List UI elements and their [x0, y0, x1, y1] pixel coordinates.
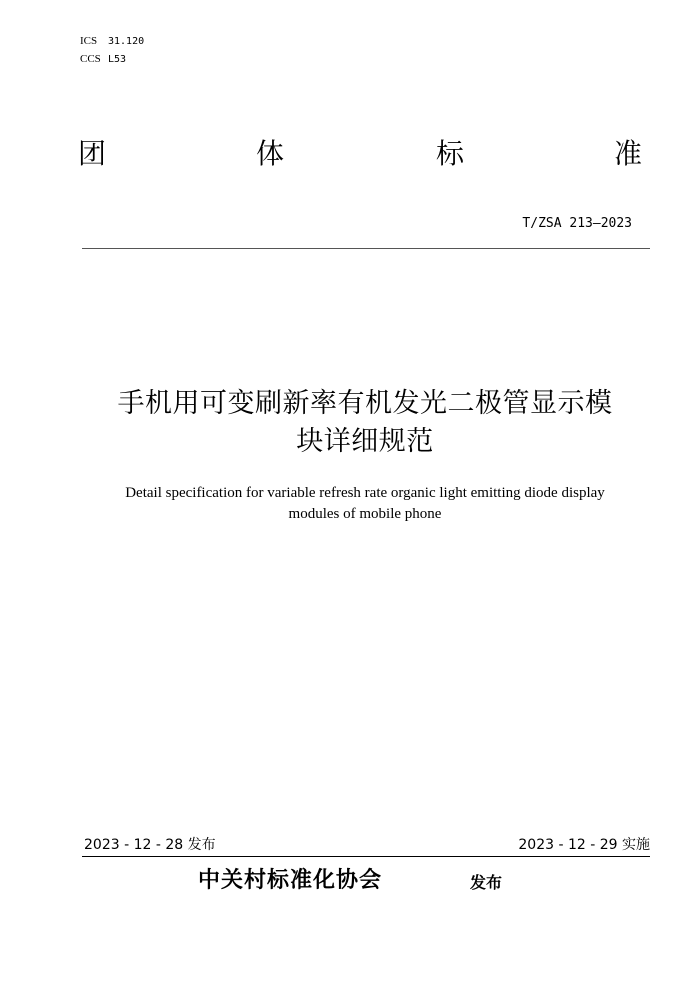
ics-value: 31.120 — [108, 36, 145, 47]
publish-label: 发布 — [470, 873, 503, 892]
publisher-name: 中关村标准化协会 — [198, 868, 383, 893]
issue-date: 2023 - 12 - 28 发布 — [84, 837, 216, 853]
standard-number: T/ZSA 213—2023 — [522, 216, 632, 231]
title-en-line-2: modules of mobile phone — [288, 506, 442, 522]
ccs-code — [80, 52, 126, 67]
standard-type-char-2: 体 — [256, 137, 285, 170]
standard-type-char-1: 团 — [78, 137, 107, 170]
ics-label: ICS — [80, 35, 98, 47]
title-zh-line-1: 手机用可变刷新率有机发光二极管显示模 — [117, 388, 613, 419]
ics-code — [80, 34, 144, 49]
standard-type-char-3: 标 — [436, 137, 465, 170]
standard-type-char-4: 准 — [614, 137, 643, 170]
header-divider — [82, 248, 650, 249]
footer-divider — [82, 856, 650, 857]
implementation-date: 2023 - 12 - 29 实施 — [518, 837, 650, 853]
ccs-label: CCS — [80, 53, 101, 65]
title-en-line-1: Detail specification for variable refresh rate organic light emitting diode display — [125, 485, 605, 501]
title-zh-line-2: 块详细规范 — [296, 426, 434, 457]
ccs-value: L53 — [108, 54, 127, 65]
